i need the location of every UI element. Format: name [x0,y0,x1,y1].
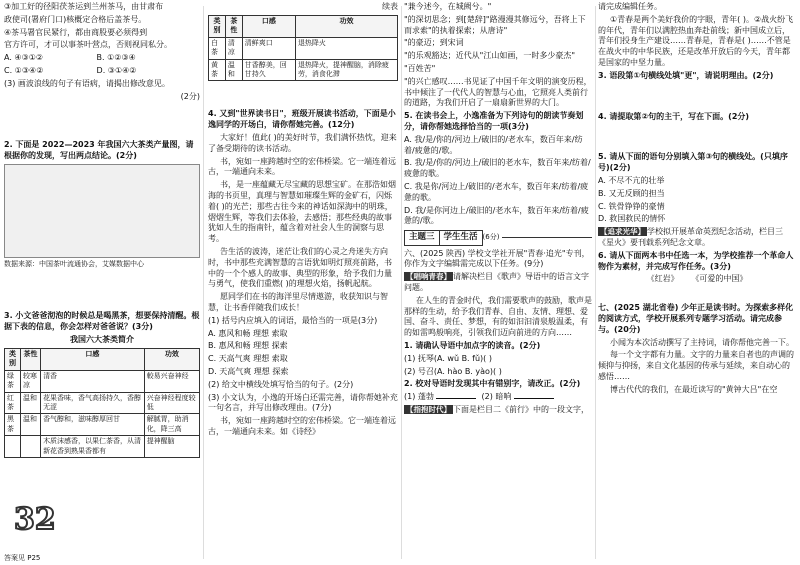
paragraph: ①青春是两个美好我价的字眼，青年( )。②战火纷飞的年代，青年们以满腔热血奔赴前线；新中国成立后，青年们投身生产建设……青春是，青春是( )……不管是在战火中的中华民族，还是改革开放后的今天，青年都是国家的中坚力量。 [598,14,794,67]
option: C. ①③④② [4,65,44,75]
column-4 [598,2,796,551]
text-line: 请完成编辑任务。 [598,2,662,11]
question: (2) 给文中横线处填写恰当的句子。(2分) [208,379,354,389]
question-3: 3. 小文爸爸沏泡的时候总是喝黑茶，想要保持清醒。根据下表的信息，你会怎样对爸爸说？(3分) [4,311,200,332]
cell: 花果香味，香气高扬持久，香醇无涩 [41,392,145,414]
paragraph: 在人生的青金时代，我们需要歌声的鼓励，歌声是那样的生动，给予我们青春、自由、友情、理想、爱国、奋斗、责任、梦想，有的如汩汩清泉般温柔，有的如雷鸣般响亮，引领我们迈向前进的方向…… [404,295,592,338]
option: D. 救国救民的情怀 [598,214,666,224]
table-row [5,392,200,414]
text: 请解决栏目《歌声》导语中的语言文字问题。 [404,272,589,292]
th: 功效 [295,15,397,37]
text-line: "的乐观豁达；近代从"江山如画，一时多少豪杰" [404,51,576,61]
option: A. 我/是/你的/河边上/破旧的/老水车，数百年来/纺着/疲惫的/歌。 [404,134,583,155]
page-number: 32 [14,502,56,537]
cell: 退热降火，提神醒脑，消除疲劳，消食化滞 [295,59,397,81]
th: 功效 [144,348,199,370]
spacer [208,81,398,107]
theme-title: 学生生活 [440,230,483,245]
cell: 兴奋神经程度较低 [144,392,199,414]
question-6: 六、(2025 陕西) 学校文学社开展"青春·追光"专刊，你作为文字编辑需完成以下任务。(9分) [404,248,590,269]
question-4: 4. 又到"世界读书日"，班级开展读书活动，下面是小逸同学的开场白，请你帮她完善。(12分) [208,109,396,130]
cell: 退热降火 [295,37,397,59]
question: 3. 语段第①句横线处填"更"，请说明理由。(2分) [598,70,774,80]
question: 4. 请提取第②句的主干，写在下面。(2分) [598,111,750,121]
rule [502,237,592,238]
th: 口感 [242,15,295,37]
question: 1. 请确认导语中加点字的读音。(2分) [404,340,541,350]
theme-score: (6分) [482,233,500,242]
answer-space [598,124,796,150]
paragraph: 小闻为本次活动撰写了主持词，请你帮他完善一下。 [610,337,794,347]
option: A. 不尽不亢的壮举 [598,175,665,185]
question: (3) 小文认为，小逸的开场白还需完善，请你帮她补充一句名言，并写出修改理由。(7分) [208,392,398,413]
option: B. 惠风和畅 理想 探索 [208,341,288,351]
option: B. 又无反顾的担当 [598,188,665,198]
theme-label: 主题三 [404,230,440,245]
divider [401,6,402,559]
chart-source: 数据来源：中国茶叶流通协会，艾媒数据中心 [4,259,144,268]
tea-table-continued [208,15,398,82]
option: B. 我/是/你的/河边上/破旧的老水车，数百年来/纺着/疲惫的歌。 [404,158,591,179]
question-2: 2. 下面是 2022—2023 年我国六大茶类产量图，请根据你的发现，写出两点结论。(2分) [4,140,194,161]
blank[interactable] [514,398,554,399]
paragraph: 告生活的波涛，迷茫让我们的心灵之舟迷失方向时，书中那些充满智慧的言语犹如明灯照亮前路，书中的一个个感人的故事、典型的形象，给予我们力量与勇气，使我们重燃( )的理想火焰，扬帆起航。 [208,246,392,289]
column-1 [4,2,200,551]
text: 下面是栏目二《前行》中的一段文字， [453,404,589,414]
tea-table [4,348,200,458]
score: (2分) [180,91,200,101]
cell: 解腻胃，助消化，降三高 [144,414,199,436]
question: (3) 画波浪线的句子有语病，请揭出修改意见。 [4,78,170,88]
th: 茶性 [225,15,242,37]
paragraph: 书，是一座蕴藏无尽宝藏的思想宝矿。在那浩如烟海的书页里，真理与智慧如璀璨生辉的金矿石，闪烁着( )的光芒；那些古往今来的神话如深海中的明珠，熠熠生辉，等我们去体验，去感悟；那些经典的故事犹如人生的指南针，蕴含着对社会人生的洞察与思考。 [208,180,396,244]
question: 2. 校对导语时发现其中有错别字，请改正。(2分) [404,379,581,389]
cell: 温和 [21,414,41,436]
table-title: 我国六大茶类简介 [70,335,134,344]
text-line: ④茶马署官民紧行，都由商股要必须得到 [4,27,148,37]
option: D. 我/是你河边上/破旧的/老水车，数百年来/纺着/疲惫的/歌。 [404,205,589,226]
text-line: "的兴亡感叹……书见证了中国千年文明的演变历程，书中倾注了一代代人的智慧与心血，它照亮人类前行的道路，为我们开启了一扇扇新世界的大门。 [404,76,592,108]
option: D. ③①④② [96,65,137,75]
options-row [4,66,200,77]
question: 5. 请从下面的语句分别填入第③句的横线处。(只填序号)(2分) [598,152,788,173]
paragraph: 大家好！值此( )的美好时节，我们满怀热忱，迎来了备受期待的读书活动。 [208,133,397,153]
option: A. ④③①② [4,53,44,63]
cell: 黑茶 [5,414,21,436]
divider [203,6,204,559]
th: 茶性 [21,348,41,370]
cell: 白茶 [209,37,226,59]
section-tag: 【唱响青春】 [406,272,451,282]
option: C. 天高气爽 理想 索取 [208,354,288,364]
option: B. ①②③④ [96,53,136,63]
answer-reference: 答案见 P25 [4,553,41,562]
table-row [209,59,398,81]
question-7: 七、(2025 湖北省卷) 少年正是读书时。为探索多样化的阅读方式，学校开展系列专题学习活动。请完成参与。(20分) [598,303,794,334]
cell: 香气醇和，滋味醇厚回甘 [41,414,145,436]
option: C. 铁骨铮铮的豪情 [598,201,665,211]
text-line: 政使司(署府门口)核概定合格后盖茶号。 [4,14,147,24]
option: C. 我是你/河边上/破旧的/老水车，数百年来/纺着/疲惫的歌。 [404,181,589,202]
table-row [5,414,200,436]
cell [21,436,41,458]
section-tag: 【指抱时代】 [406,404,451,414]
table-header [5,348,200,370]
answer-space [598,84,796,110]
options-row [4,53,200,64]
text: 学校拟开展革命英烈纪念活动，栏目三《星火》要刊载系列纪念文章。 [598,227,783,247]
paragraph: 每一个文字都有力量。文字的力量来自者也的声调的倾抑与抑扬，来自文化基因的传承与延续，来自动心的感悟…… [598,350,794,381]
option: D. 天高气爽 理想 探索 [208,366,289,376]
cell: 黄茶 [209,59,226,81]
table-row [5,436,200,458]
answer-space [4,104,200,138]
th: 类别 [209,15,226,37]
text-line: "百姓苦" [404,63,436,73]
cell: 甘香醇美，回甘持久 [242,59,295,81]
cell: 清凉 [225,37,242,59]
paragraph: 书，宛如一座跨越时空的宏伟桥梁。它一端连着远古，一端通向未来。如《诗经》 [208,416,396,436]
sub-question: (1) 抚琴(A. wǔ B. fǔ)( ) [404,353,492,363]
theme-header [404,230,592,245]
cell: 温和 [225,59,242,81]
cell: 温和 [21,392,41,414]
table-row [209,37,398,59]
divider [595,6,596,559]
text-line: ③加工好的径阳茯茶运到兰州茶马，由甘肃布 [4,2,164,11]
cell: 清香 [41,370,145,392]
text-line: "的豪迈；到宋词 [404,38,464,48]
text-line: "的深切思念；到[楚辞]"路漫漫其修远兮，吾将上下而求索"的执着探索；从唐诗" [404,14,586,35]
sub-question: (1) 蓬勃 [404,392,434,402]
tea-production-chart [4,164,200,258]
column-2 [208,2,398,551]
paragraph: 博古代代的我们，在最近读写的"黄钟大吕"在空 [610,384,778,394]
cell: 绿茶 [5,370,21,392]
th: 类别 [5,348,21,370]
table-header [209,15,398,37]
paragraph: 书，宛如一座跨越时空的宏伟桥梁。它一端连着远古，一端通向未来。 [208,156,396,177]
book-title: 《红岩》 [646,274,679,284]
blank[interactable] [436,398,476,399]
cell: 木质沫感香，以果仁茶香，从清新花香到熟果香都有 [41,436,145,458]
paragraph: 愿同学们在书的海洋里尽情遨游，收获知识与智慧，让书香伴随我们成长！ [208,292,388,312]
cell [5,436,21,458]
book-title: 《可爱的中国》 [691,274,748,284]
answer-space [4,271,200,309]
question: (1) 括号内应填入的词语，最恰当的一项是(3分) [208,315,378,325]
option: A. 惠风和畅 理想 索取 [208,328,288,338]
column-3 [404,2,592,551]
section-tag: 【追求光华】 [600,227,645,237]
text-line: "兼今述今，在城阙兮。" [404,2,492,11]
sub-question: (2) 号召(A. hào B. yào)( ) [404,366,502,376]
cell: 红茶 [5,392,21,414]
question-5: 5. 在读书会上，小逸准备为下列诗句的朗读节奏划分，请你帮她选择恰当的一项(3分) [404,111,584,131]
sub-question: (2) 暗响 [481,392,512,402]
cell: 较寒凉 [21,370,41,392]
cell: 清鲜爽口 [242,37,295,59]
table-row [5,370,200,392]
chart-svg [5,165,199,255]
text-line: 官方许可，才可以事茶叶营点，否则视同私分。 [4,40,172,50]
th: 口感 [41,348,145,370]
question: 6. 请从下面两本书中任选一本，为学校推荐一个革命人物作为素材，并完成写作任务。(3分) [598,250,794,271]
cell: 提神醒脑 [144,436,199,458]
answer-space [598,287,796,301]
cell: 較易兴奋神经 [144,370,199,392]
continued-label: 续表 [382,2,398,11]
